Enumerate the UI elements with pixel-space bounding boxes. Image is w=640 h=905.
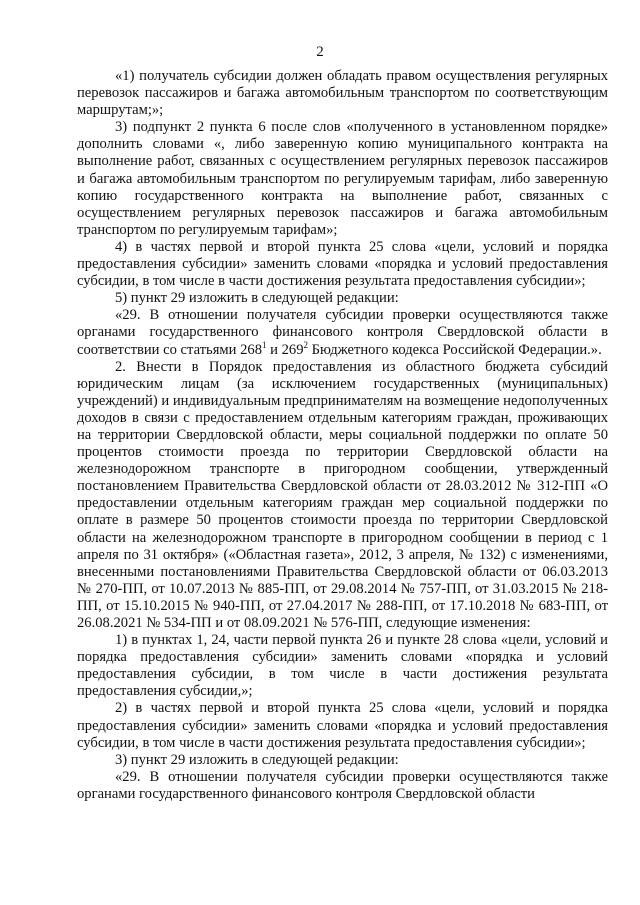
page-number: 2 <box>316 44 324 60</box>
paragraph: 4) в частях первой и второй пункта 25 слова «цели, условий и порядка предоставления субсидии» заменить словами «порядка и условий предоставления субсидии, в том числе в части достижения результата предоставления субсидии»; <box>77 238 608 290</box>
paragraph-text: «29. В отношении получателя субсидии проверки осуществляются также органами государственного финансового контроля Свердловской области в соответствии со статьями 268 <box>77 307 608 358</box>
paragraph: 2) в частях первой и второй пункта 25 слова «цели, условий и порядка предоставления субсидии» заменить словами «порядка и условий предоставления субсидии, в том числе в части достижения результата предоставления субсидии»; <box>77 700 608 751</box>
paragraph: 1) в пунктах 1, 24, части первой пункта 26 и пункте 28 слова «цели, условий и порядка предоставления субсидии» заменить словами «порядка и условий предоставления субсидии, в том числе в части достижения результата предоставления субсидии,»; <box>77 632 608 700</box>
paragraph: 5) пункт 29 изложить в следующей редакции: <box>115 290 399 307</box>
paragraph-with-superscripts <box>77 307 608 358</box>
paragraph: 2. Внести в Порядок предоставления из областного бюджета субсидий юридическим лицам (за исключением государственных (муниципальных) учреждений) и индивидуальным предпринимателям на возмещение недополученных доходов в связи с предоставлением отдельным категориям граждан, проживающих на территории Свердловской области, меры социальной поддержки по оплате 50 процентов стоимости проезда по территории Свердловской области на железнодорожном транспорте в пригородном сообщении, утвержденный постановлением Правительства Свердловской области от 28.03.2012 № 312-ПП «О предоставлении отдельным категориям граждан мер социальной поддержки по оплате в размере 50 процентов стоимости проезда по территории Свердловской области на железнодорожном транспорте в пригородном сообщении в период с 1 апреля по 31 октября» («Областная газета», 2012, 3 апреля, № 132) с изменениями, внесенными постановлениями Правительства Свердловской области от 06.03.2013 № 270-ПП, от 10.07.2013 № 885-ПП, от 29.08.2014 № 757-ПП, от 31.03.2015 № 218-ПП, от 15.10.2015 № 940-ПП, от 27.04.2017 № 288-ПП, от 17.10.2018 № 683-ПП, от 26.08.2021 № 534-ПП и от 08.09.2021 № 576-ПП, следующие изменения: <box>77 358 608 631</box>
paragraph: 3) подпункт 2 пункта 6 после слов «полученного в установленном порядке» дополнить словами «, либо заверенную копию муниципального контракта на выполнение работ, связанных с осуществлением регулярных перевозок пассажиров и багажа автомобильным транспортом по регулируемым тарифам, либо заверенную копию государственного контракта на выполнение работ, связанных с осуществлением регулярных перевозок пассажиров и багажа автомобильным транспортом по регулируемым тарифам»; <box>77 119 608 238</box>
paragraph: «29. В отношении получателя субсидии проверки осуществляются также органами государственного финансового контроля Свердловской области <box>77 768 608 802</box>
paragraph: 3) пункт 29 изложить в следующей редакции: <box>115 751 399 768</box>
paragraph: «1) получатель субсидии должен обладать правом осуществления регулярных перевозок пассажиров и багажа автомобильным транспортом по соответствующим маршрутам;»; <box>77 68 608 119</box>
superscript: 2 <box>303 339 308 350</box>
document-body <box>77 68 608 803</box>
paragraph-text: Бюджетного кодекса Российской Федерации.». <box>308 341 602 358</box>
paragraph-text: и 269 <box>266 341 304 358</box>
superscript: 1 <box>262 339 267 350</box>
